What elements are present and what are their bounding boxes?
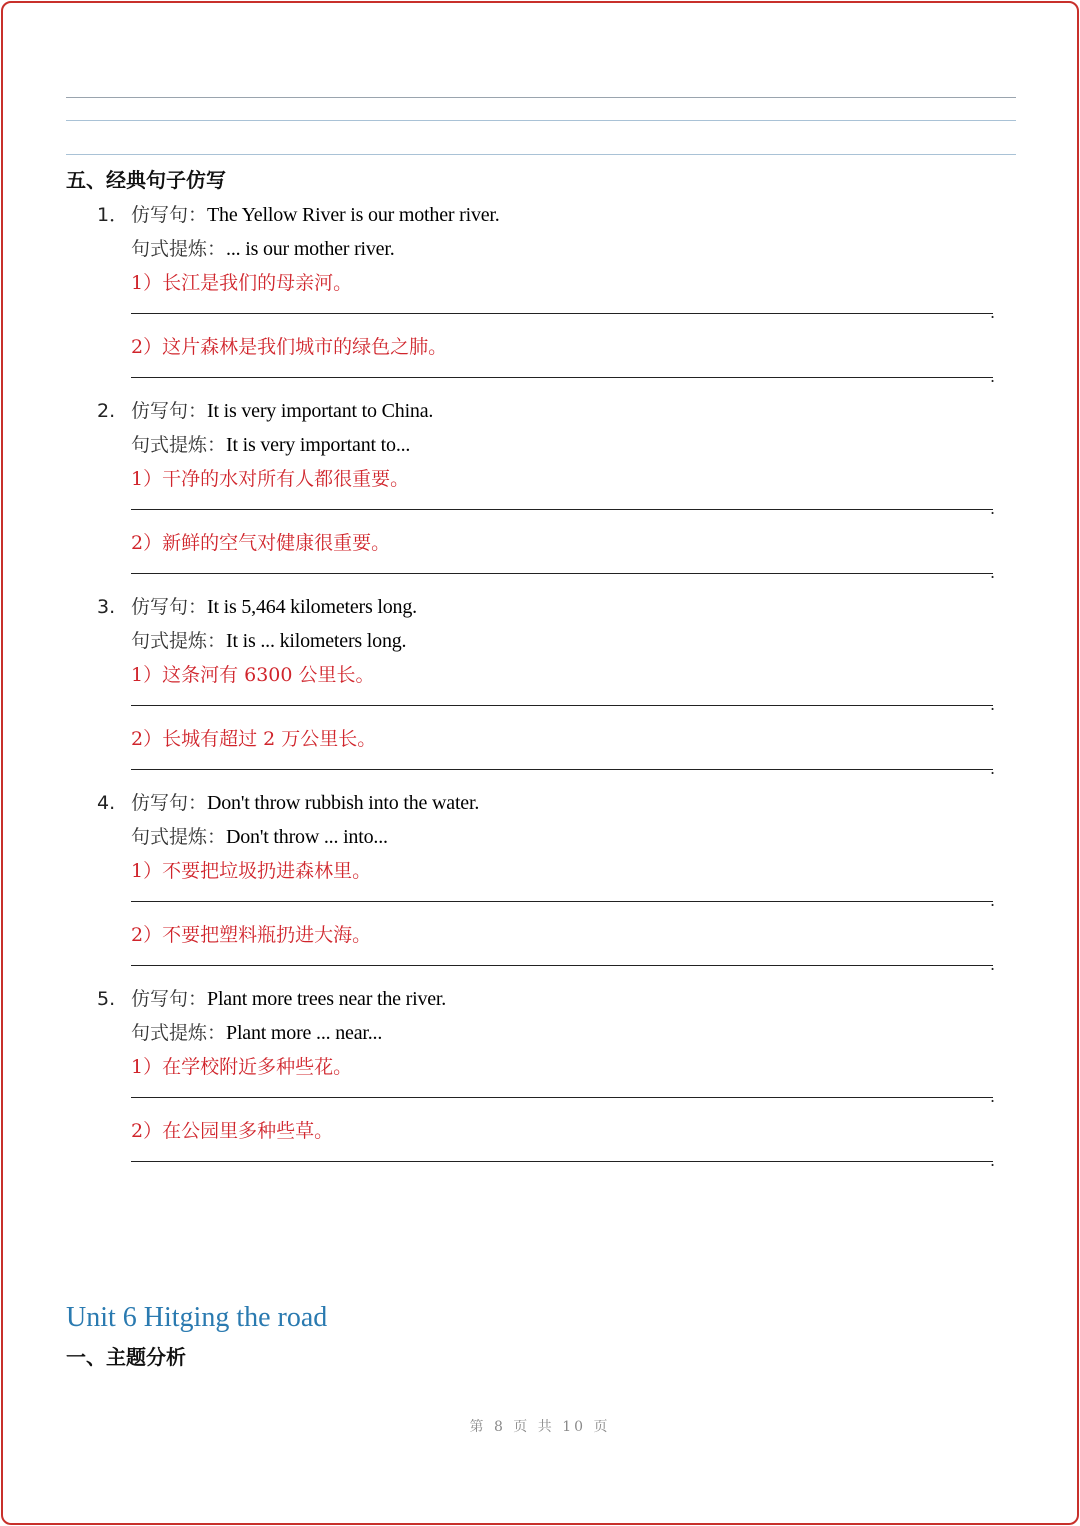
pattern-text: It is ... kilometers long. xyxy=(226,630,407,652)
model-text: Plant more trees near the river. xyxy=(207,988,447,1010)
model-label: 仿写句： xyxy=(131,792,208,814)
model-text: It is very important to China. xyxy=(207,400,434,422)
model-sentence xyxy=(131,201,500,229)
exercise-item xyxy=(0,593,1080,789)
item-number: 4. xyxy=(97,792,116,814)
pattern-label: 句式提炼： xyxy=(131,1022,227,1044)
section-title: 五、经典句子仿写 xyxy=(66,168,226,192)
exercise-item xyxy=(0,789,1080,985)
model-label: 仿写句： xyxy=(131,204,208,226)
pattern-line xyxy=(131,235,395,263)
model-sentence xyxy=(131,593,417,621)
model-label: 仿写句： xyxy=(131,596,208,618)
end-dot: . xyxy=(990,499,996,518)
blank-answer-line xyxy=(66,154,1016,155)
blank-answer-line xyxy=(66,120,1016,121)
task-prompt-1: 1）不要把垃圾扔进森林里。 xyxy=(131,860,372,882)
pattern-label: 句式提炼： xyxy=(131,434,227,456)
end-dot: . xyxy=(990,303,996,322)
end-dot: . xyxy=(990,1151,996,1170)
task-prompt-2: 2）不要把塑料瓶扔进大海。 xyxy=(131,924,372,946)
pattern-line xyxy=(131,627,406,655)
model-label: 仿写句： xyxy=(131,400,208,422)
model-label: 仿写句： xyxy=(131,988,208,1010)
exercise-item xyxy=(0,985,1080,1181)
model-text: It is 5,464 kilometers long. xyxy=(207,596,417,618)
task-prompt-1: 1）在学校附近多种些花。 xyxy=(131,1056,353,1078)
task-prompt-2: 2）在公园里多种些草。 xyxy=(131,1120,334,1142)
answer-line[interactable] xyxy=(131,509,993,510)
answer-line[interactable] xyxy=(131,1161,993,1162)
task-prompt-2: 2）新鲜的空气对健康很重要。 xyxy=(131,532,391,554)
exercise-item xyxy=(0,201,1080,397)
model-sentence xyxy=(131,985,446,1013)
answer-line[interactable] xyxy=(131,705,993,706)
item-number: 5. xyxy=(97,988,116,1010)
page-footer: 第 8 页 共 10 页 xyxy=(469,1419,611,1435)
model-text: Don't throw rubbish into the water. xyxy=(207,792,480,814)
pattern-label: 句式提炼： xyxy=(131,238,227,260)
answer-line[interactable] xyxy=(131,313,993,314)
end-dot: . xyxy=(990,695,996,714)
pattern-text: Plant more ... near... xyxy=(226,1022,383,1044)
task-prompt-1: 1）干净的水对所有人都很重要。 xyxy=(131,468,410,490)
end-dot: . xyxy=(990,891,996,910)
end-dot: . xyxy=(990,759,996,778)
pattern-line xyxy=(131,1019,382,1047)
pattern-line xyxy=(131,823,388,851)
pattern-label: 句式提炼： xyxy=(131,630,227,652)
task-prompt-1: 1）这条河有 6300 公里长。 xyxy=(131,664,375,686)
end-dot: . xyxy=(990,563,996,582)
model-sentence xyxy=(131,397,433,425)
pattern-text: Don't throw ... into... xyxy=(226,826,388,848)
answer-line[interactable] xyxy=(131,377,993,378)
pattern-line xyxy=(131,431,410,459)
unit-section-title: 一、主题分析 xyxy=(66,1345,186,1369)
blank-answer-line xyxy=(66,97,1016,98)
task-prompt-1: 1）长江是我们的母亲河。 xyxy=(131,272,353,294)
exercise-item xyxy=(0,397,1080,593)
answer-line[interactable] xyxy=(131,1097,993,1098)
model-text: The Yellow River is our mother river. xyxy=(207,204,500,226)
answer-line[interactable] xyxy=(131,769,993,770)
model-sentence xyxy=(131,789,479,817)
answer-line[interactable] xyxy=(131,573,993,574)
pattern-label: 句式提炼： xyxy=(131,826,227,848)
item-number: 3. xyxy=(97,596,116,618)
end-dot: . xyxy=(990,955,996,974)
item-number: 1． xyxy=(97,204,129,226)
end-dot: . xyxy=(990,367,996,386)
task-prompt-2: 2）这片森林是我们城市的绿色之肺。 xyxy=(131,336,448,358)
item-number: 2. xyxy=(97,400,116,422)
answer-line[interactable] xyxy=(131,901,993,902)
unit-heading: Unit 6 Hitging the road xyxy=(66,1302,328,1333)
pattern-text: ... is our mother river. xyxy=(226,238,395,260)
answer-line[interactable] xyxy=(131,965,993,966)
end-dot: . xyxy=(990,1087,996,1106)
pattern-text: It is very important to... xyxy=(226,434,411,456)
task-prompt-2: 2）长城有超过 2 万公里长。 xyxy=(131,728,377,750)
